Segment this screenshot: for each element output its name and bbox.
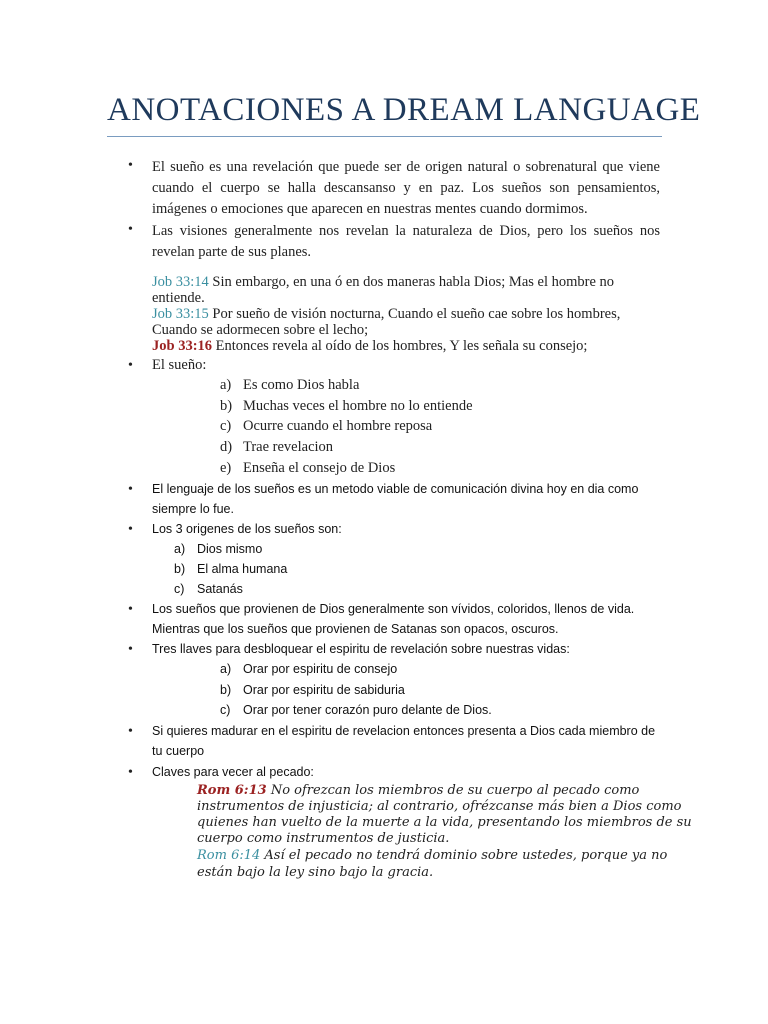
list-letter: a) — [174, 542, 186, 556]
verse-text: Por sueño de visión nocturna, Cuando el sueño cae sobre los hombres, — [208, 306, 621, 322]
verse-rom-6-14-line2: están bajo la ley sino bajo la gracia. — [197, 865, 434, 880]
verse-job-33-16 — [152, 338, 587, 355]
list-letter: a) — [220, 662, 232, 676]
paragraph-sueno-revelacion: El sueño es una revelación que puede ser de origen natural o sobrenatural que viene cuando el cuerpo se halla descansanso y en paz. Los sueños son pensamientos, imágenes o emociones que aparecen en nuestras mentes cuando dormimos. — [152, 159, 660, 217]
verse-job-33-14 — [152, 274, 614, 291]
list-item: Orar por espiritu de consejo — [243, 662, 398, 676]
bullet-marker: • — [128, 642, 133, 657]
list-letter: d) — [220, 439, 233, 455]
list-letter: b) — [220, 683, 232, 697]
title-underline — [107, 136, 662, 137]
document-title: ANOTACIONES A DREAM LANGUAGE — [107, 92, 701, 128]
bullet-marker: • — [128, 602, 133, 617]
verse-rom-6-13-line2: instrumentos de injusticia; al contrario, ofrézcanse más bien a Dios como — [197, 799, 682, 814]
paragraph-lenguaje-line1: El lenguaje de los sueños es un metodo viable de comunicación divina hoy en dia como — [152, 482, 639, 496]
list-item: Satanás — [197, 582, 243, 596]
list-letter: c) — [174, 582, 185, 596]
list-letter: b) — [174, 562, 186, 576]
verse-text: Así el pecado no tendrá dominio sobre ustedes, porque ya no — [260, 848, 668, 863]
paragraph-suenos-dios-line2: Mientras que los sueños que provienen de Satanas son opacos, oscuros. — [152, 622, 559, 636]
list-letter: c) — [220, 418, 232, 434]
bullet-marker: • — [128, 522, 133, 537]
verse-rom-6-14 — [197, 848, 667, 863]
paragraph-visiones: Las visiones generalmente nos revelan la naturaleza de Dios, pero los sueños nos revelan parte de sus planes. — [152, 223, 660, 260]
claves-heading: Claves para vecer al pecado: — [152, 765, 314, 779]
bullet-marker: • — [128, 158, 133, 173]
sueno-heading: El sueño: — [152, 357, 207, 373]
origenes-heading: Los 3 origenes de los sueños son: — [152, 522, 342, 536]
bullet-marker: • — [128, 222, 133, 237]
list-item: El alma humana — [197, 562, 288, 576]
verse-text: Entonces revela al oído de los hombres, Y les señala su consejo; — [212, 338, 588, 354]
verse-ref[interactable]: Job 33:15 — [152, 306, 209, 322]
list-item: Trae revelacion — [243, 439, 334, 455]
verse-ref[interactable]: Job 33:16 — [152, 338, 213, 354]
verse-rom-6-13-line3: quienes han vuelto de la muerte a la vida, presentando los miembros de su — [197, 815, 692, 830]
bullet-marker: • — [128, 724, 133, 739]
verse-ref[interactable]: Job 33:14 — [152, 274, 209, 290]
paragraph-madurar-line1: Si quieres madurar en el espiritu de revelacion entonces presenta a Dios cada miembro de — [152, 724, 656, 738]
verse-ref[interactable]: Rom 6:14 — [197, 848, 261, 863]
verse-rom-6-13-line4: cuerpo como instrumentos de justicia. — [197, 831, 450, 846]
bullet-marker: • — [128, 358, 133, 373]
verse-ref[interactable]: Rom 6:13 — [197, 783, 267, 798]
list-item: Orar por espiritu de sabiduria — [243, 683, 405, 697]
list-letter: a) — [220, 377, 232, 393]
verse-job-33-15-cont: Cuando se adormecen sobre el lecho; — [152, 322, 369, 338]
verse-job-33-14-cont: entiende. — [152, 290, 205, 306]
paragraph-lenguaje-line2: siempre lo fue. — [152, 502, 234, 516]
list-item: Es como Dios habla — [243, 377, 360, 393]
verse-rom-6-13 — [197, 783, 639, 798]
list-item: Ocurre cuando el hombre reposa — [243, 418, 433, 434]
list-item: Muchas veces el hombre no lo entiende — [243, 398, 473, 414]
llaves-heading: Tres llaves para desbloquear el espiritu de revelación sobre nuestras vidas: — [152, 642, 570, 656]
verse-text: Sin embargo, en una ó en dos maneras habla Dios; Mas el hombre no — [208, 274, 615, 290]
list-letter: e) — [220, 460, 232, 476]
list-item: Dios mismo — [197, 542, 263, 556]
list-item: Orar por tener corazón puro delante de Dios. — [243, 703, 492, 717]
verse-job-33-15 — [152, 306, 620, 323]
list-letter: b) — [220, 398, 233, 414]
bullet-marker: • — [128, 765, 133, 780]
bullet-marker: • — [128, 482, 133, 497]
paragraph-madurar-line2: tu cuerpo — [152, 744, 205, 758]
verse-text: No ofrezcan los miembros de su cuerpo al pecado como — [266, 783, 640, 798]
list-letter: c) — [220, 703, 231, 717]
paragraph-suenos-dios-line1: Los sueños que provienen de Dios generalmente son vívidos, coloridos, llenos de vida. — [152, 602, 635, 616]
list-item: Enseña el consejo de Dios — [243, 460, 396, 476]
